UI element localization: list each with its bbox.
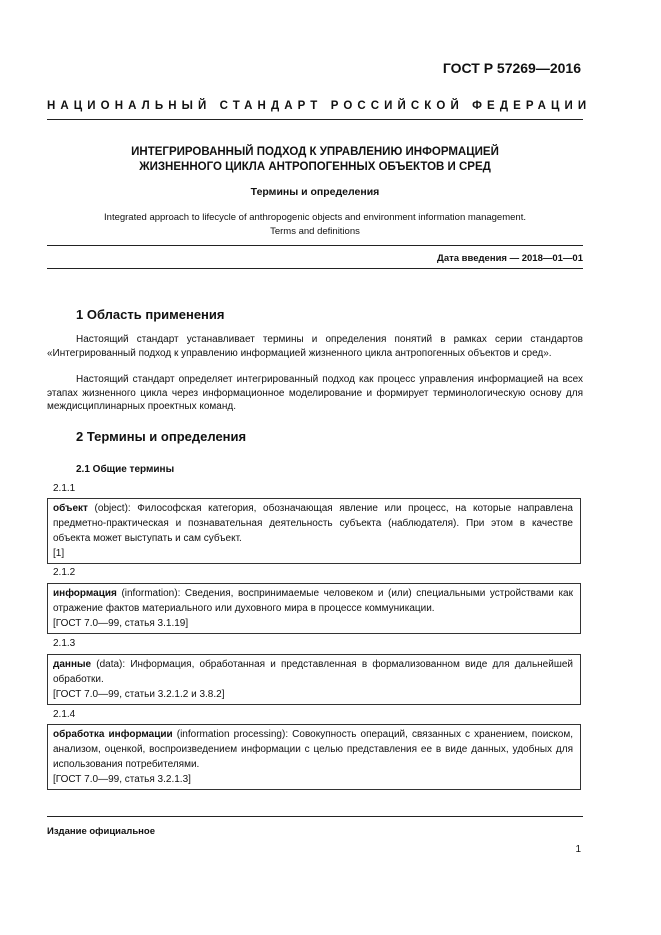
term-definition: (information processing): Совокупность операций, связанных с хранением, поиском, анализом, оценкой, воспроизведением информации с целью представления ее в виде данных, удобных для использования потребителями.: [53, 729, 573, 770]
term-source: [1]: [53, 548, 65, 559]
term-number: 2.1.4: [53, 709, 76, 720]
term-definition: (object): Философская категория, обозначающая явление или процесс, на которые направлена предметно-практическая и познавательная деятельность субъекта (наблюдателя). При этом в качестве объекта может выступать и сам субъект.: [53, 503, 573, 544]
title-line-2: ЖИЗНЕННОГО ЦИКЛА АНТРОПОГЕННЫХ ОБЪЕКТОВ И СРЕД: [139, 161, 491, 173]
term-box: [47, 498, 581, 564]
term-number: 2.1.1: [53, 483, 76, 494]
english-title: [47, 211, 583, 239]
term-definition: (information): Сведения, воспринимаемые человеком и (или) специальными устройствами как отражение фактов материального или духовного мира в процессе коммуникации.: [53, 588, 573, 614]
title-line-1: ИНТЕГРИРОВАННЫЙ ПОДХОД К УПРАВЛЕНИЮ ИНФОРМАЦИЕЙ: [131, 146, 499, 158]
english-title-line-2: Terms and definitions: [270, 226, 360, 237]
term-box: [47, 654, 581, 705]
date-rule: [47, 268, 583, 269]
official-edition-label: Издание официальное: [47, 826, 155, 837]
term-name: объект: [53, 503, 88, 514]
document-title: [47, 145, 583, 175]
subsection-2-1-heading: 2.1 Общие термины: [76, 464, 175, 475]
term-name: данные: [53, 659, 92, 670]
term-text: [53, 659, 573, 685]
page-number: 1: [575, 844, 581, 855]
term-source: [ГОСТ 7.0—99, статья 3.2.1.3]: [53, 774, 191, 785]
national-standard-banner: НАЦИОНАЛЬНЫЙ СТАНДАРТ РОССИЙСКОЙ ФЕДЕРАЦИИ: [47, 100, 592, 112]
term-source: [ГОСТ 7.0—99, статья 3.1.19]: [53, 618, 189, 629]
term-name: обработка информации: [53, 729, 173, 740]
term-number: 2.1.2: [53, 567, 76, 578]
section-1-paragraph-2: Настоящий стандарт определяет интегрированный подход как процесс управления информацией на всех этапах жизненного цикла через информационное моделирование и формирует терминологическую основу для междисциплинарных проектных команд.: [47, 374, 583, 412]
term-box: [47, 583, 581, 634]
standard-number: ГОСТ Р 57269—2016: [442, 60, 581, 76]
section-1-paragraph-1: Настоящий стандарт устанавливает термины и определения понятий в рамках серии стандартов «Интегрированный подход к управлению информацией жизненного цикла антропогенных объектов и сред».: [47, 334, 583, 359]
header-rule: [47, 119, 583, 120]
english-title-line-1: Integrated approach to lifecycle of anthropogenic objects and environment information management.: [104, 212, 526, 223]
term-number: 2.1.3: [53, 638, 76, 649]
term-text: [53, 588, 573, 614]
term-definition: (data): Информация, обработанная и представленная в формализованном виде для дальнейшей обработки.: [53, 659, 573, 685]
term-text: [53, 503, 573, 544]
term-box: [47, 724, 581, 790]
term-name: информация: [53, 588, 117, 599]
term-text: [53, 729, 573, 770]
introduction-date: Дата введения — 2018—01—01: [437, 253, 583, 264]
document-subtitle: Термины и определения: [250, 186, 380, 198]
term-source: [ГОСТ 7.0—99, статьи 3.2.1.2 и 3.8.2]: [53, 689, 225, 700]
section-1-heading: 1 Область применения: [76, 307, 225, 322]
title-rule: [47, 245, 583, 246]
section-2-heading: 2 Термины и определения: [76, 429, 247, 444]
footer-rule: [47, 816, 583, 817]
